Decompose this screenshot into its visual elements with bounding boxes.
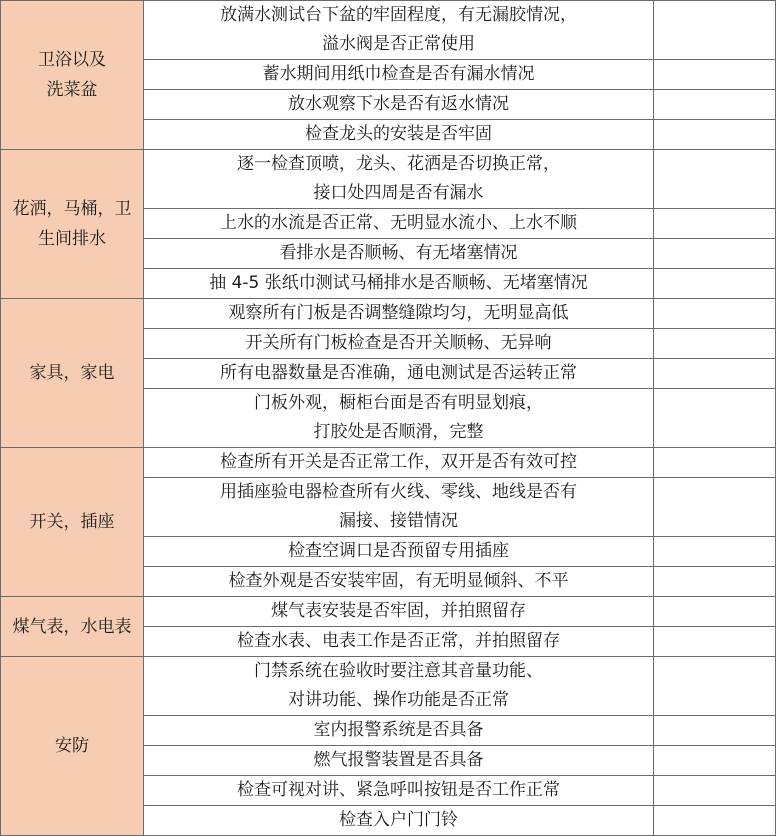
check-item-text: 所有电器数量是否准确，通电测试是否运转正常 <box>220 363 577 383</box>
check-item-text: 检查所有开关是否正常工作，双开是否有效可控 <box>220 452 577 472</box>
result-cell[interactable] <box>654 776 776 806</box>
category-label: 花洒，马桶，卫 <box>12 199 132 219</box>
check-item-text: 抽 4-5 张纸巾测试马桶排水是否顺畅、无堵塞情况 <box>209 273 588 293</box>
check-item-text: 检查水表、电表工作是否正常，并拍照留存 <box>237 631 560 651</box>
result-cell[interactable] <box>654 209 776 239</box>
check-item-text: 开关所有门板检查是否开关顺畅、无异响 <box>245 333 552 353</box>
result-cell[interactable] <box>654 329 776 359</box>
check-item-cell <box>144 1 654 60</box>
check-item-text: 蓄水期间用纸巾检查是否有漏水情况 <box>262 64 535 84</box>
category-cell <box>1 1 144 150</box>
check-item-text: 用插座验电器检查所有火线、零线、地线是否有 <box>220 482 577 502</box>
check-item-cell <box>144 269 654 299</box>
category-cell <box>1 448 144 597</box>
check-item-cell <box>144 389 654 448</box>
check-item-cell <box>144 657 654 716</box>
check-item-text: 打胶处是否顺滑，完整 <box>313 422 484 442</box>
result-cell[interactable] <box>654 448 776 478</box>
check-item-text: 放满水测试台下盆的牢固程度，有无漏胶情况， <box>220 5 577 25</box>
category-label: 家具，家电 <box>29 363 115 383</box>
check-item-text: 门板外观，橱柜台面是否有明显划痕， <box>254 393 543 413</box>
check-item-text: 上水的水流是否正常、无明显水流小、上水不顺 <box>220 213 577 233</box>
result-cell[interactable] <box>654 627 776 657</box>
result-cell[interactable] <box>654 806 776 836</box>
category-label: 洗菜盆 <box>46 80 98 100</box>
check-item-cell <box>144 478 654 537</box>
result-cell[interactable] <box>654 60 776 90</box>
check-item-cell <box>144 60 654 90</box>
result-cell[interactable] <box>654 120 776 150</box>
category-cell <box>1 150 144 299</box>
result-cell[interactable] <box>654 359 776 389</box>
check-item-cell <box>144 359 654 389</box>
category-label: 卫浴以及 <box>38 50 106 70</box>
result-cell[interactable] <box>654 746 776 776</box>
check-item-cell <box>144 746 654 776</box>
result-cell[interactable] <box>654 299 776 329</box>
check-item-cell <box>144 329 654 359</box>
check-item-cell <box>144 776 654 806</box>
result-cell[interactable] <box>654 269 776 299</box>
result-cell[interactable] <box>654 716 776 746</box>
check-item-text: 溢水阀是否正常使用 <box>322 34 475 54</box>
check-item-cell <box>144 627 654 657</box>
category-cell <box>1 657 144 836</box>
check-item-cell <box>144 120 654 150</box>
check-item-text: 接口处四周是否有漏水 <box>313 183 484 203</box>
category-label: 安防 <box>55 736 89 756</box>
check-item-cell <box>144 239 654 269</box>
result-cell[interactable] <box>654 537 776 567</box>
result-cell[interactable] <box>654 389 776 448</box>
result-cell[interactable] <box>654 239 776 269</box>
check-item-text: 检查可视对讲、紧急呼叫按钮是否工作正常 <box>237 780 560 800</box>
category-cell <box>1 597 144 657</box>
check-item-text: 检查龙头的安装是否牢固 <box>305 124 492 144</box>
category-cell <box>1 299 144 448</box>
check-item-cell <box>144 597 654 627</box>
check-item-text: 观察所有门板是否调整缝隙均匀，无明显高低 <box>228 303 569 323</box>
check-item-text: 检查入户门门铃 <box>339 810 458 830</box>
check-item-cell <box>144 716 654 746</box>
category-label: 生间排水 <box>38 229 106 249</box>
check-item-text: 看排水是否顺畅、有无堵塞情况 <box>279 243 518 263</box>
check-item-text: 燃气报警装置是否具备 <box>313 750 484 770</box>
check-item-cell <box>144 150 654 209</box>
check-item-text: 检查外观是否安装牢固，有无明显倾斜、不平 <box>228 571 569 591</box>
result-cell[interactable] <box>654 1 776 60</box>
check-item-cell <box>144 567 654 597</box>
check-item-cell <box>144 806 654 836</box>
check-item-text: 逐一检查顶喷，龙头、花洒是否切换正常， <box>237 154 560 174</box>
category-label: 煤气表，水电表 <box>12 616 132 637</box>
check-item-cell <box>144 209 654 239</box>
check-item-text: 室内报警系统是否具备 <box>313 720 484 740</box>
check-item-text: 煤气表安装是否牢固，并拍照留存 <box>271 601 526 621</box>
check-item-text: 对讲功能、操作功能是否正常 <box>288 690 509 710</box>
check-item-text: 漏接、接错情况 <box>339 511 458 531</box>
table-row <box>1 299 776 329</box>
check-item-cell <box>144 299 654 329</box>
check-item-text: 检查空调口是否预留专用插座 <box>288 541 509 561</box>
result-cell[interactable] <box>654 150 776 209</box>
result-cell[interactable] <box>654 597 776 627</box>
check-item-cell <box>144 90 654 120</box>
result-cell[interactable] <box>654 657 776 716</box>
result-cell[interactable] <box>654 567 776 597</box>
check-item-text: 放水观察下水是否有返水情况 <box>288 94 509 114</box>
table-row <box>1 448 776 478</box>
check-item-text: 门禁系统在验收时要注意其音量功能、 <box>254 661 543 681</box>
check-item-cell <box>144 448 654 478</box>
table-row <box>1 597 776 627</box>
result-cell[interactable] <box>654 478 776 537</box>
category-label: 开关，插座 <box>29 512 115 532</box>
check-item-cell <box>144 537 654 567</box>
result-cell[interactable] <box>654 90 776 120</box>
